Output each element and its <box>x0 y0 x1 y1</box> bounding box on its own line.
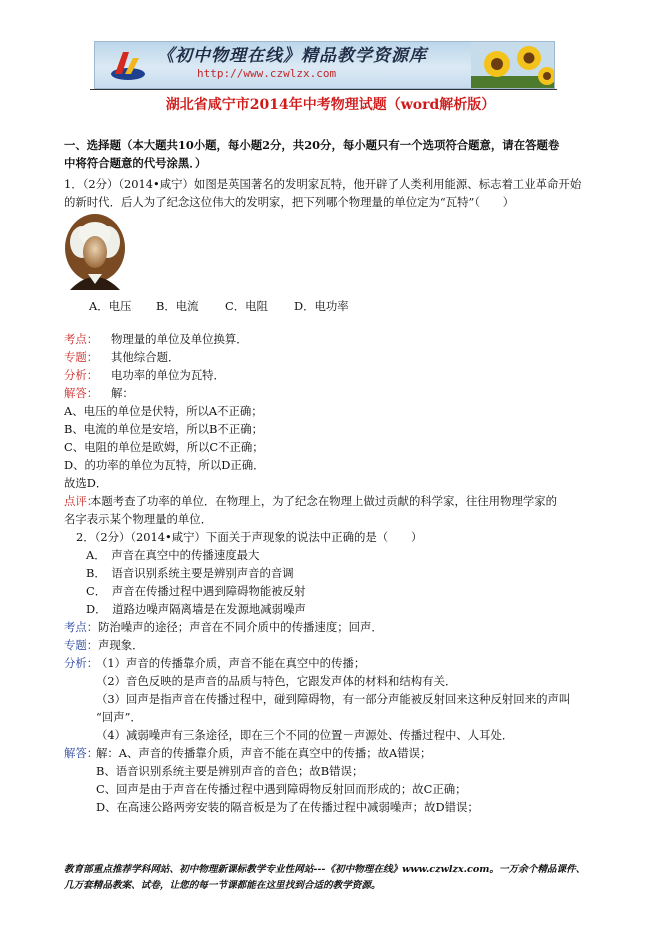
q1-answer-line: C、电阻的单位是欧姆，所以C不正确； <box>64 440 264 454</box>
q1-stem-line2: 的新时代．后人为了纪念这位伟大的发明家，把下列哪个物理量的单位定为“瓦特”（ ） <box>64 195 515 209</box>
q2-fenxi-line: （2）音色反映的是声音的品质与特色，它跟发声体的材料和结构有关． <box>96 674 457 688</box>
q2-zhuanti-label: 专题： <box>64 638 99 652</box>
watt-portrait-image <box>64 214 126 290</box>
q2-jieda-line: C、回声是由于声音在传播过程中遇到障碍物反射回而形成的；故C正确； <box>96 782 467 796</box>
q2-jieda-line: D、在高速公路两旁安装的隔音板是为了在传播过程中减弱噪声；故D错误； <box>96 800 479 814</box>
header-banner <box>94 41 555 89</box>
q1-zhuanti <box>64 348 179 366</box>
q2-fenxi-line: “回声”． <box>96 710 142 724</box>
q1-option-d: D．电功率 <box>294 299 349 313</box>
q1-jieda <box>64 384 134 402</box>
q2-jieda-label: 解答： <box>64 746 99 760</box>
q1-kaodian <box>64 330 248 348</box>
q2-jieda-line: 解：A、声音的传播靠介质，声音不能在真空中的传播；故A错误； <box>96 746 432 760</box>
banner-url: http://www.czwlzx.com <box>197 67 337 80</box>
q2-fenxi-line: （3）回声是指声音在传播过程中，碰到障碍物，有一部分声能被反射回来这种反射回来的声叫 <box>96 692 571 706</box>
footer-line2: 几万套精品教案、试卷，让您的每一节课都能在这里找到合适的教学资源。 <box>64 880 381 891</box>
q1-option-c: C．电阻 <box>225 299 268 313</box>
q1-option-a: A．电压 <box>89 299 132 313</box>
q2-option-d: D． 道路边噪声隔离墙是在发源地减弱噪声 <box>86 602 306 616</box>
q1-dianping <box>64 492 557 510</box>
q2-stem: 2．（2分）（2014•咸宁）下面关于声现象的说法中正确的是（ ） <box>76 530 423 544</box>
q2-option-b: B． 语音识别系统主要是辨别声音的音调 <box>86 566 294 580</box>
q1-jieda-text: 解： <box>111 386 134 400</box>
sunflower-image <box>471 42 555 88</box>
q2-option-c: C． 声音在传播过程中遇到障碍物能被反射 <box>86 584 306 598</box>
site-logo-icon <box>109 48 147 82</box>
footer-line1: 教育部重点推荐学科网站、初中物理新课标教学专业性网站---《初中物理在线》www.czwlzx.com。一万余个精品课件、 <box>64 864 586 875</box>
q1-fenxi-text: 电功率的单位为瓦特． <box>111 368 225 382</box>
q1-jieda-label: 解答： <box>64 386 99 400</box>
q2-fenxi-label: 分析： <box>64 656 99 670</box>
q1-answer-line: A、电压的单位是伏特，所以A不正确； <box>64 404 263 418</box>
q2-jieda-line: B、语音识别系统主要是辨别声音的音色；故B错误； <box>96 764 364 778</box>
q1-dianping-text: 本题考查了功率的单位．在物理上，为了纪念在物理上做过贡献的科学家，往往用物理学家的 <box>90 494 558 508</box>
q1-fenxi-label: 分析： <box>64 368 99 382</box>
q1-answer-line: D、的功率的单位为瓦特，所以D正确． <box>64 458 265 472</box>
q2-kaodian <box>64 618 383 636</box>
q1-zhuanti-text: 其他综合题． <box>111 350 180 364</box>
q2-zhuanti <box>64 636 144 654</box>
section-heading-line1: 一、选择题（本大题共10小题，每小题2分，共20分，每小题只有一个选项符合题意，请在答题卷 <box>64 138 560 152</box>
q1-fenxi <box>64 366 225 384</box>
q2-kaodian-label: 考点： <box>64 620 99 634</box>
section-heading-line2: 中将符合题意的代号涂黑．） <box>64 156 207 170</box>
q1-zhuanti-label: 专题： <box>64 350 99 364</box>
q1-kaodian-text: 物理量的单位及单位换算． <box>111 332 248 346</box>
q1-dianping-label: 点评： <box>64 494 99 508</box>
q2-fenxi-line: （1）声音的传播靠介质，声音不能在真空中的传播； <box>96 656 366 670</box>
q1-option-b: B．电流 <box>156 299 199 313</box>
q1-kaodian-label: 考点： <box>64 332 99 346</box>
q1-dianping-line2: 名字表示某个物理量的单位． <box>64 512 213 526</box>
q1-stem-line1: 1．（2分）（2014•咸宁）如图是英国著名的发明家瓦特，他开辟了人类利用能源、标志着工业革命开始 <box>64 177 582 191</box>
q2-option-a: A． 声音在真空中的传播速度最大 <box>86 548 260 562</box>
q2-fenxi-line: （4）减弱噪声有三条途径，即在三个不同的位置－声源处、传播过程中、人耳处． <box>96 728 514 742</box>
header-rule <box>90 89 557 90</box>
q1-answer-line: B、电流的单位是安培，所以B不正确； <box>64 422 263 436</box>
q2-zhuanti-text: 声现象． <box>98 638 144 652</box>
q2-kaodian-text: 防治噪声的途径；声音在不同介质中的传播速度；回声． <box>98 620 383 634</box>
q1-answer-line: 故选D． <box>64 476 108 490</box>
document-title: 湖北省咸宁市2014年中考物理试题（word解析版） <box>165 97 496 113</box>
banner-title: 《初中物理在线》精品教学资源库 <box>157 46 427 66</box>
